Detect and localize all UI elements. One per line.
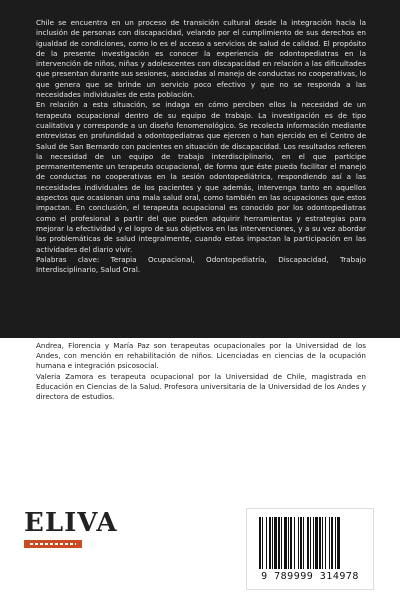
abstract-text: [36, 18, 366, 275]
publisher-logo-text: ELIVA: [24, 508, 118, 538]
abstract-paragraph-2: En relación a esta situación, se indaga en cómo perciben ellos la necesidad de un terapeuta ocupacional dentro de su equipo de trabajo. La investigación es de tipo cualitativa y corresponde a un diseño fenomenológico. Se recolecta información mediante entrevistas en profundidad a odontopediatras que ejercen o han ejercido en el Centro de Salud de San Bernardo con pacientes en situación de discapacidad. Los resultados refieren la necesidad de un equipo de trabajo interdisciplinario, en el que participe permanentemente un terapeuta ocupacional, de forma que éste pueda facilitar el manejo de conductas no cooperativas en la sesión odontopediátrica, respondiendo así a las necesidades individuales de los pacientes y que además, intervenga tanto en aquellos aspectos que ocasionan una mala salud oral, como también en las ocupaciones que estos impactan. En conclusión, el terapeuta ocupacional es conocido por los odontopediatras como el profesional a partir del que pueden adquirir herramientas y estrategias para mejorar la efectividad y el logro de sus objetivos en las intervenciones, y a su vez abordar las problemáticas de salud integralmente, cuando estas impactan la participación en las actividades del diario vivir.: [36, 100, 366, 254]
abstract-paragraph-1: Chile se encuentra en un proceso de transición cultural desde la integración hacia la inclusión de personas con discapacidad, velando por el cumplimiento de sus derechos en igualdad de condiciones, como lo es el acceso a servicios de salud de calidad. El propósito de la presente investigación es conocer la experiencia de odontopediatras en la intervención de niños, niñas y adolescentes con discapacidad en relación a las dificultades que presentan durante sus sesiones, asociadas al manejo de conductas no cooperativas, lo que genera que se brinde un servicio poco efectivo y que no se responda a las necesidades individuales de esta población.: [36, 18, 366, 100]
barcode-icon: [259, 517, 361, 571]
author-bio: [36, 341, 366, 402]
bio-paragraph-2: Valeria Zamora es terapeuta ocupacional por la Universidad de Chile, magistrada en Educación en Ciencias de la Salud. Profesora universitaria de la Universidad de los Andes y directora de estudios.: [36, 371, 366, 402]
publisher-logo-strip: [24, 540, 82, 548]
isbn-number: 9 789999 314978: [261, 571, 359, 582]
publisher-logo: [24, 508, 118, 580]
bio-paragraph-1: Andrea, Florencia y María Paz son terapeutas ocupacionales por la Universidad de los Andes, con mención en rehabilitación de niños. Licenciadas en ciencias de la ocupación humana e integración psicosocial.: [36, 341, 366, 371]
keywords-paragraph: Palabras clave: Terapia Ocupacional, Odontopediatría, Discapacidad, Trabajo Interdisciplinario, Salud Oral.: [36, 254, 366, 275]
isbn-barcode: [246, 508, 374, 590]
